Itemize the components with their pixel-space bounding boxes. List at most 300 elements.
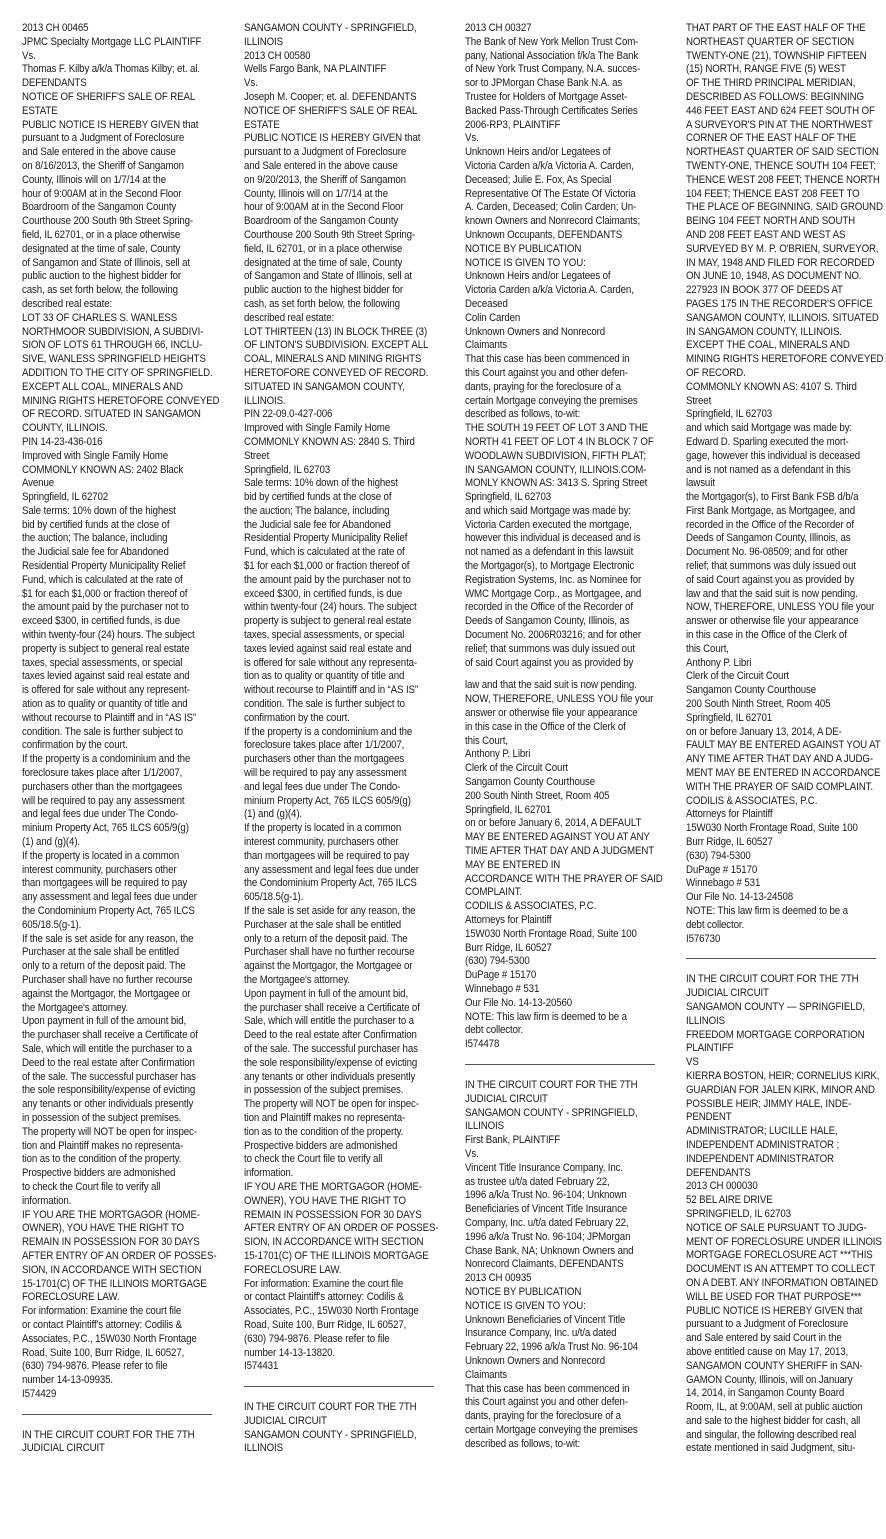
- notice-line: on 8/16/2013, the Sheriff of Sangamon: [22, 159, 184, 172]
- notice-line: the amount paid by the purchaser not to: [244, 573, 411, 586]
- notice-line: any assessment and legal fees due under: [22, 891, 197, 904]
- notice-line: Street: [244, 449, 270, 462]
- notice-line: tion as to the condition of the property.: [244, 1125, 404, 1138]
- notice-line: JUDICIAL CIRCUIT: [686, 987, 769, 1000]
- notice-line: known Owners and Nonrecord Claimants;: [465, 215, 641, 228]
- notice-line: I574431: [244, 1360, 279, 1373]
- notice-line: the amount paid by the purchaser not to: [22, 601, 189, 614]
- notice-line: Sale, which will entitle the purchaser to a: [244, 1015, 414, 1028]
- notice-line: and Sale entered in the above cause: [244, 159, 398, 172]
- notice-text-block: [686, 22, 884, 946]
- notice-line: without recourse to Plaintiff and in “AS IS”: [244, 684, 418, 697]
- notice-line: Registration Systems, Inc. as Nominee for: [465, 573, 642, 586]
- notice-line: ILLINOIS: [244, 35, 283, 48]
- notice-line: the Judicial sale fee for Abandoned: [244, 518, 391, 531]
- notice-line: dants, praying for the foreclosure of a: [465, 1410, 621, 1423]
- notice-line: Purchaser shall have no further recourse: [22, 973, 193, 986]
- notice-line: For information: Examine the court file: [22, 1305, 182, 1318]
- notice-line: TIME AFTER THAT DAY AND A JUDGMENT: [465, 845, 655, 858]
- notice-line: pursuant to a Judgment of Foreclosure: [244, 146, 407, 159]
- notice-line: ILLINOIS: [686, 1014, 725, 1027]
- notice-line: THENCE WEST 208 FEET; THENCE NORTH: [686, 173, 880, 186]
- notice-line: public auction to the highest bidder for: [244, 284, 404, 297]
- notice-line: Backed Pass-Through Certificates Series: [465, 104, 638, 117]
- notice-line: Springfield, IL 62703: [244, 463, 331, 476]
- notice-line: MINING RIGHTS HERETOFORE CONVEYED: [22, 394, 220, 407]
- notice-line: the purchaser shall receive a Certificate of: [22, 1029, 198, 1042]
- column-3: [465, 22, 663, 1539]
- notice-line: estate mentioned in said Judgment, situ-: [686, 1442, 856, 1455]
- notice-line: FORECLOSURE LAW.: [22, 1291, 120, 1304]
- notice-line: interest community, purchasers other: [244, 836, 399, 849]
- notice-line: OWNER), YOU HAVE THE RIGHT TO: [244, 1194, 406, 1207]
- notice-line: any assessment and legal fees due under: [244, 863, 419, 876]
- notice-line: A. Carden, Deceased; Colin Carden; Un-: [465, 201, 637, 214]
- notice-line: SION OF LOTS 61 THROUGH 66, INCLU-: [22, 339, 203, 352]
- notice-line: the auction; The balance, including: [244, 504, 390, 517]
- notice-line: NOTE: This law firm is deemed to be a: [465, 1010, 627, 1023]
- notice-line: JUDICIAL CIRCUIT: [22, 1442, 105, 1455]
- notice-line: Clerk of the Circuit Court: [686, 670, 790, 683]
- notice-line: OF THE THIRD PRINCIPAL MERIDIAN,: [686, 77, 856, 90]
- notice-line: 15-1701(C) OF THE ILLINOIS MORTGAGE: [244, 1249, 429, 1262]
- notice-line: SANGAMON COUNTY - SPRINGFIELD,: [465, 1106, 638, 1119]
- notice-line: SURVEYED BY M. P. O'BRIEN, SURVEYOR,: [686, 242, 879, 255]
- notice-line: CODILIS & ASSOCIATES, P.C.: [465, 900, 597, 913]
- notice-text-block: [465, 679, 663, 1052]
- notice-line: PLAINTIFF: [686, 1042, 734, 1055]
- notice-line: County, Illinois will on 1/7/14 at the: [22, 173, 166, 186]
- notice-line: The property will NOT be open for inspec-: [22, 1125, 197, 1138]
- notice-line: (630) 794-5300: [686, 849, 751, 862]
- notice-line: however this individual is deceased and is: [465, 532, 641, 545]
- notice-line: OF LINTON'S SUBDIVISION. EXCEPT ALL: [244, 339, 429, 352]
- notice-line: purchasers other than the mortgagees: [244, 753, 405, 766]
- notice-line: to check the Court file to verify all: [244, 1153, 383, 1166]
- notice-line: If the sale is set aside for any reason, the: [244, 905, 416, 917]
- notice-line: NOW, THEREFORE, UNLESS YOU file your: [465, 693, 654, 706]
- notice-line: information.: [244, 1167, 294, 1180]
- notice-line: JUDICIAL CIRCUIT: [244, 1414, 327, 1427]
- notice-line: tion as to the condition of the property.: [22, 1153, 182, 1166]
- notice-line: Vincent Title Insurance Company, Inc.: [465, 1161, 623, 1174]
- notice-line: Clerk of the Circuit Court: [465, 762, 569, 775]
- notice-line: Deeds of Sangamon County, Illinois, as: [686, 532, 851, 545]
- notice-line: the Condominium Property Act, 765 ILCS: [244, 877, 417, 890]
- notice-line: Deceased: [465, 297, 508, 310]
- notice-line: Prospective bidders are admonished: [244, 1139, 398, 1152]
- notice-line: NOTICE IS GIVEN TO YOU:: [465, 1299, 586, 1312]
- notice-line: this Court,: [686, 642, 729, 655]
- notice-line: NORTHMOOR SUBDIVISION, A SUBDIVI-: [22, 325, 204, 338]
- notice-line: NORTHEAST QUARTER OF SECTION: [686, 35, 855, 48]
- notice-line: ON A DEBT. ANY INFORMATION OBTAINED: [686, 1276, 878, 1289]
- notice-line: First Bank, PLAINTIFF: [465, 1134, 561, 1147]
- notice-line: any tenants or other individuals presently: [244, 1070, 416, 1083]
- notice-line: of the sale. The successful purchaser has: [22, 1070, 196, 1083]
- notice-line: within twenty-four (24) hours. The subject: [244, 601, 417, 614]
- notice-line: purchasers other than the mortgagees: [22, 780, 183, 793]
- notice-line: MAY BE ENTERED IN: [465, 858, 561, 871]
- notice-line: field, IL 62701, or in a place otherwise: [22, 228, 181, 241]
- notice-line: the sole responsibility/expense of evicting: [244, 1056, 418, 1069]
- notice-line: NOTE: This law firm is deemed to be a: [686, 905, 848, 917]
- notice-line: minium Property Act, 765 ILCS 605/9(g): [22, 822, 189, 835]
- notice-line: THE PLACE OF BEGINNING. SAID GROUND: [686, 201, 883, 214]
- notice-line: law and that the said suit is now pending.: [465, 679, 637, 692]
- notice-line: Associates, P.C., 15W030 North Frontage: [244, 1305, 419, 1318]
- notice-line: Boardroom of the Sangamon County: [22, 201, 177, 214]
- notice-line: Victoria Carden a/k/a Victoria A. Carden,: [465, 159, 634, 172]
- notice-line: The property will NOT be open for inspec-: [244, 1098, 419, 1111]
- notice-line: Chase Bank, NA; Unknown Owners and: [465, 1244, 634, 1257]
- notice-line: pursuant to a Judgment of Foreclosure: [22, 132, 185, 145]
- notice-line: described as follows, to-wit:: [465, 408, 581, 421]
- notice-divider-rule: [244, 1386, 434, 1387]
- notice-line: hour of 9:00AM at in the Second Floor: [244, 201, 404, 214]
- notice-line: only to a return of the deposit paid. The: [22, 960, 186, 973]
- notice-line: IN SANGAMON COUNTY, ILLINOIS.COM-: [465, 463, 647, 476]
- notice-line: dants, praying for the foreclosure of a: [465, 380, 621, 393]
- notice-line: Burr Ridge, IL 60527: [465, 941, 552, 954]
- notice-line: is offered for sale without any represent-: [22, 684, 190, 697]
- notice-line: Deed to the real estate after Confirmation: [22, 1056, 195, 1069]
- notice-line: NORTH 41 FEET OF LOT 4 IN BLOCK 7 OF: [465, 435, 654, 448]
- notice-line: Deceased; Julie E. Fox, As Special: [465, 173, 612, 186]
- notice-divider-rule: [465, 1064, 655, 1065]
- notice-line: described as follows, to-wit:: [465, 1437, 581, 1450]
- notice-line: FAULT MAY BE ENTERED AGAINST YOU AT: [686, 739, 881, 752]
- notice-line: If the property is a condominium and the: [22, 753, 191, 766]
- notice-line: NOTICE OF SHERIFF'S SALE OF REAL: [244, 104, 418, 117]
- notice-line: Improved with Single Family Home: [22, 449, 168, 462]
- notice-line: PIN 14-23-436-016: [22, 435, 103, 448]
- notice-line: MENT MAY BE ENTERED IN ACCORDANCE: [686, 767, 881, 780]
- notice-line: foreclosure takes place after 1/1/2007,: [244, 739, 405, 752]
- notice-line: debt collector.: [686, 918, 745, 931]
- notice-line: and Sale entered in the above cause: [22, 146, 176, 159]
- notice-line: LOT 33 OF CHARLES S. WANLESS: [22, 311, 178, 324]
- notice-line: Residential Property Municipality Relief: [244, 532, 408, 545]
- notice-line: Anthony P. Libri: [465, 748, 531, 761]
- notice-line: THE SOUTH 19 FEET OF LOT 3 AND THE: [465, 422, 648, 435]
- notice-line: the Mortgagor(s), to First Bank FSB d/b/a: [686, 491, 859, 504]
- notice-line: Sangamon County Courthouse: [465, 776, 596, 789]
- notice-line: GAMON County, Illinois, will on January: [686, 1373, 853, 1386]
- notice-line: SPRINGFIELD, IL 62703: [686, 1207, 791, 1220]
- notice-line: in this case in the Office of the Clerk of: [465, 720, 626, 733]
- notice-text-block: [22, 1429, 216, 1457]
- notice-line: taxes, special assessments, or special: [244, 629, 405, 642]
- notice-line: NOW, THEREFORE, UNLESS YOU file your: [686, 601, 875, 614]
- notice-line: recorded in the Office of the Recorder of: [686, 518, 854, 531]
- notice-line: DEFENDANTS: [686, 1166, 751, 1179]
- notice-line: Purchaser at the sale shall be entitled: [244, 918, 401, 931]
- notice-line: AFTER ENTRY OF AN ORDER OF POSSES-: [22, 1249, 217, 1262]
- notice-line: number 14-13-09935.: [22, 1374, 113, 1387]
- notice-line: ON JUNE 10, 1948, AS DOCUMENT NO.: [686, 270, 862, 283]
- notice-line: relief; that summons was duly issued out: [465, 642, 635, 655]
- notice-line: Colin Carden: [465, 311, 521, 324]
- notice-line: 2013 CH 000030: [686, 1180, 758, 1193]
- notice-line: designated at the time of sale, County: [244, 256, 403, 269]
- notice-line: COMMONLY KNOWN AS: 2840 S. Third: [244, 435, 415, 448]
- notice-line: REMAIN IN POSSESSION FOR 30 DAYS: [244, 1208, 422, 1221]
- notice-line: (630) 794-9876. Please refer to file: [244, 1332, 390, 1345]
- notice-line: Trustee for Holders of Mortgage Asset-: [465, 90, 628, 103]
- notice-line: pursuant to a Judgment of Foreclosure: [686, 1318, 849, 1331]
- notice-line: hour of 9:00AM at in the Second Floor: [22, 187, 182, 200]
- notice-line: cash, as set forth below, the following: [22, 284, 178, 297]
- notice-line: described real estate:: [244, 311, 335, 324]
- notice-line: 15W030 North Frontage Road, Suite 100: [686, 822, 858, 835]
- notice-line: I576730: [686, 932, 721, 945]
- notice-line: First Bank Mortgage, as Mortgagee, and: [686, 504, 855, 517]
- notice-line: against the Mortgagor, the Mortgagee or: [244, 960, 413, 973]
- notice-line: PIN 22-09.0-427-006: [244, 408, 333, 421]
- notice-line: Sale terms: 10% down of the highest: [22, 504, 176, 517]
- notice-line: Avenue: [22, 477, 55, 490]
- notice-line: NOTICE OF SALE PURSUANT TO JUDG-: [686, 1221, 867, 1234]
- notice-line: Winnebago # 531: [465, 982, 540, 995]
- notice-line: GUARDIAN FOR JALEN KIRK, MINOR AND: [686, 1083, 875, 1096]
- notice-line: TWENTY-ONE (21), TOWNSHIP FIFTEEN: [686, 49, 867, 62]
- notice-line: POSSIBLE HEIR; JIMMY HALE, INDE-: [686, 1097, 852, 1110]
- notice-line: IN SANGAMON COUNTY, ILLINOIS.: [686, 325, 842, 338]
- notice-line: $1 for each $1,000 or fraction thereof of: [244, 560, 410, 573]
- notice-line: in possession of the subject premises.: [22, 1111, 182, 1124]
- notice-line: If the sale is set aside for any reason, the: [22, 932, 194, 945]
- notice-line: JPMC Specialty Mortgage LLC PLAINTIFF: [22, 35, 202, 48]
- notice-line: any tenants or other individuals presently: [22, 1098, 194, 1111]
- notice-line: Boardroom of the Sangamon County: [244, 215, 399, 228]
- notice-line: SANGAMON COUNTY - SPRINGFIELD,: [244, 1428, 417, 1441]
- notice-text-block: [244, 1401, 438, 1456]
- notice-line: PUBLIC NOTICE IS HEREBY GIVEN that: [22, 118, 199, 131]
- notice-line: 2013 CH 00935: [465, 1272, 532, 1285]
- notice-line: Winnebago # 531: [686, 877, 761, 890]
- notice-line: DuPage # 15170: [465, 969, 537, 982]
- notice-line: Courthouse 200 South 9th Street Spring-: [244, 228, 416, 241]
- notice-line: of Sangamon and State of Illinois, sell at: [22, 256, 190, 269]
- notice-line: (630) 794-5300: [465, 955, 530, 968]
- notice-line: Unknown Heirs and/or Legatees of: [465, 270, 611, 283]
- notice-line: HERETOFORE CONVEYED OF RECORD.: [244, 366, 429, 379]
- notice-line: designated at the time of sale, County: [22, 242, 181, 255]
- notice-line: CORNER OF THE EAST HALF OF THE: [686, 132, 856, 145]
- notice-line: on 9/20/2013, the Sheriff of Sangamon: [244, 173, 406, 186]
- notice-line: tion and Plaintiff makes no representa-: [22, 1139, 184, 1152]
- notice-line: Nonrecord Claimants, DEFENDANTS: [465, 1258, 624, 1271]
- notice-line: of said Court against you as provided by: [465, 656, 634, 669]
- notice-line: Courthouse 200 South 9th Street Spring-: [22, 215, 194, 228]
- notice-line: and which said Mortgage was made by:: [686, 422, 853, 435]
- notice-line: Road, Suite 100, Burr Ridge, IL 60527,: [244, 1318, 407, 1331]
- notice-line: OF RECORD.: [686, 366, 746, 379]
- notice-line: 227923 IN BOOK 377 OF DEEDS AT: [686, 284, 843, 297]
- notice-line: PUBLIC NOTICE IS HEREBY GIVEN that: [244, 132, 421, 145]
- notice-line: REMAIN IN POSSESSION FOR 30 DAYS: [22, 1236, 200, 1249]
- notice-line: COMMONLY KNOWN AS: 4107 S. Third: [686, 380, 857, 393]
- notice-line: Unknown Beneficiaries of Vincent Title: [465, 1313, 626, 1326]
- notice-line: SANGAMON COUNTY SHERIFF in SAN-: [686, 1359, 863, 1372]
- notice-line: Victoria Carden a/k/a Victoria A. Carden,: [465, 284, 634, 297]
- notice-line: number 14-13-13820.: [244, 1346, 335, 1359]
- notice-line: field, IL 62701, or in a place otherwise: [244, 242, 403, 255]
- notice-line: (15) NORTH, RANGE FIVE (5) WEST: [686, 63, 846, 76]
- notice-line: the auction; The balance, including: [22, 532, 168, 545]
- notice-line: JUDICIAL CIRCUIT: [465, 1092, 548, 1105]
- notice-text-block: [22, 22, 220, 1402]
- notice-line: Beneficiaries of Vincent Title Insurance: [465, 1203, 628, 1216]
- notice-line: of New York Trust Company, N.A. succes-: [465, 63, 641, 76]
- notice-line: cash, as set forth below, the following: [244, 297, 400, 310]
- notice-line: Sangamon County Courthouse: [686, 684, 817, 697]
- notice-divider-rule: [686, 958, 876, 959]
- notice-line: Our File No. 14-13-20560: [465, 996, 573, 1009]
- notice-line: A SURVEYOR'S PIN AT THE NORTHWEST: [686, 118, 873, 131]
- notice-line: tion and Plaintiff makes no representa-: [244, 1111, 406, 1124]
- notice-line: and legal fees due under The Condo-: [244, 780, 401, 793]
- notice-line: ACCORDANCE WITH THE PRAYER OF SAID: [465, 872, 663, 885]
- notice-line: property is subject to general real estate: [22, 642, 190, 655]
- notice-line: VS: [686, 1056, 699, 1069]
- notice-line: IF YOU ARE THE MORTGAGOR (HOME-: [244, 1180, 422, 1193]
- notice-line: certain Mortgage conveying the premises: [465, 1423, 638, 1436]
- notice-line: Sale terms: 10% down of the highest: [244, 477, 398, 490]
- notice-line: Claimants: [465, 339, 508, 352]
- notice-line: I574429: [22, 1387, 57, 1400]
- notice-line: SITUATED IN SANGAMON COUNTY,: [244, 380, 405, 393]
- notice-line: Purchaser at the sale shall be entitled: [22, 946, 179, 959]
- notice-line: County, Illinois will on 1/7/14 at the: [244, 187, 388, 200]
- notice-line: than mortgagees will be required to pay: [22, 877, 188, 890]
- notice-line: FORECLOSURE LAW.: [244, 1263, 342, 1276]
- notice-line: NOTICE BY PUBLICATION: [465, 1285, 582, 1298]
- notice-line: certain Mortgage conveying the premises: [465, 394, 638, 407]
- notice-line: COMMONLY KNOWN AS: 2402 Black: [22, 463, 184, 476]
- notice-line: against the Mortgagor, the Mortgagee or: [22, 987, 191, 1000]
- notice-line: Joseph M. Cooper; et. al. DEFENDANTS: [244, 90, 417, 103]
- notice-line: the Mortgagor(s), to Mortgage Electronic: [465, 560, 635, 573]
- notice-line: Unknown Heirs and/or Legatees of: [465, 146, 611, 159]
- notice-line: NOTICE BY PUBLICATION: [465, 242, 582, 255]
- notice-line: condition. The sale is further subject to: [22, 725, 183, 738]
- notice-line: Street: [686, 394, 712, 407]
- notice-line: pany, National Association f/k/a The Bank: [465, 49, 639, 62]
- notice-line: Prospective bidders are admonished: [22, 1167, 176, 1180]
- notice-line: Fund, which is calculated at the rate of: [22, 573, 183, 586]
- notice-line: law and that the said suit is now pending.: [686, 587, 858, 600]
- notice-line: bid by certified funds at the close of: [244, 491, 392, 504]
- notice-line: WILL BE USED FOR THAT PURPOSE***: [686, 1290, 862, 1303]
- column-gap: [465, 670, 659, 679]
- notice-line: That this case has been commenced in: [465, 353, 630, 366]
- notice-line: 200 South Ninth Street, Room 405: [686, 698, 831, 711]
- notice-line: sor to JPMorgan Chase Bank N.A. as: [465, 77, 623, 90]
- notice-line: SION, IN ACCORDANCE WITH SECTION: [22, 1263, 202, 1276]
- notice-line: interest community, purchasers other: [22, 863, 177, 876]
- notice-line: the sole responsibility/expense of evicting: [22, 1084, 196, 1097]
- notice-line: EXCEPT THE COAL, MINERALS AND: [686, 339, 850, 352]
- notice-line: 14, 2014, in Sangamon County Board: [686, 1387, 845, 1400]
- notice-line: confirmation by the court.: [244, 711, 350, 724]
- notice-line: Representative Of The Estate Of Victoria: [465, 187, 636, 200]
- notice-line: Document No. 96-08509; and for other: [686, 546, 848, 559]
- notice-line: DuPage # 15170: [686, 863, 758, 876]
- notice-line: SANGAMON COUNTY — SPRINGFIELD,: [686, 1000, 865, 1013]
- notice-line: Room, IL, at 9:00AM, sell at public auction: [686, 1401, 863, 1414]
- notice-line: SION, IN ACCORDANCE WITH SECTION: [244, 1236, 424, 1249]
- notice-line: 104 FEET; THENCE EAST 208 FEET TO: [686, 187, 860, 200]
- notice-line: of the sale. The successful purchaser has: [244, 1042, 418, 1055]
- notice-line: Upon payment in full of the amount bid,: [22, 1015, 187, 1028]
- notice-line: information.: [22, 1194, 72, 1207]
- notice-line: MONLY KNOWN AS: 3413 S. Spring Street: [465, 477, 648, 490]
- notice-line: answer or otherwise file your appearance: [465, 707, 638, 720]
- notice-line: AND 208 FEET EAST AND WEST AS: [686, 228, 846, 241]
- notice-line: Anthony P. Libri: [686, 656, 752, 669]
- notice-line: Our File No. 14-13-24508: [686, 891, 794, 904]
- notice-line: Unknown Occupants, DEFENDANTS: [465, 228, 623, 241]
- notice-line: TWENTY-ONE, THENCE SOUTH 104 FEET;: [686, 159, 876, 172]
- notice-line: DESCRIBED AS FOLLOWS: BEGINNING: [686, 90, 864, 103]
- notice-line: this Court,: [465, 734, 508, 747]
- notice-line: 200 South Ninth Street, Room 405: [465, 789, 610, 802]
- notice-line: PENDENT: [686, 1111, 732, 1124]
- notice-line: IF YOU ARE THE MORTGAGOR (HOME-: [22, 1208, 200, 1221]
- notice-line: MENT OF FORECLOSURE UNDER ILLINOIS: [686, 1235, 882, 1248]
- notice-line: Vs.: [244, 77, 258, 90]
- notice-line: WMC Mortgage Corp., as Mortgagee, and: [465, 587, 642, 600]
- notice-line: and singular, the following described real: [686, 1428, 857, 1441]
- notice-line: within twenty-four (24) hours. The subject: [22, 629, 195, 642]
- notice-line: above entitled cause on May 17, 2013,: [686, 1345, 849, 1358]
- notice-line: If the property is a condominium and the: [244, 725, 413, 738]
- notice-line: and legal fees due under The Condo-: [22, 808, 179, 821]
- notice-line: Attorneys for Plaintiff: [465, 914, 552, 926]
- notice-line: 446 FEET EAST AND 624 FEET SOUTH OF: [686, 104, 875, 117]
- notice-line: Associates, P.C., 15W030 North Frontage: [22, 1332, 197, 1345]
- notice-line: Company, Inc. u/t/a dated February 22,: [465, 1216, 629, 1229]
- notice-line: Insurance Company, Inc. u/t/a dated: [465, 1327, 617, 1340]
- notice-line: MORTGAGE FORECLOSURE ACT ***THIS: [686, 1249, 873, 1262]
- notice-line: ESTATE: [22, 104, 58, 117]
- notice-line: taxes, special assessments, or special: [22, 656, 183, 669]
- notice-line: Purchaser shall have no further recourse: [244, 946, 415, 959]
- notice-line: on or before January 13, 2014, A DE-: [686, 725, 842, 738]
- notice-line: property is subject to general real estate: [244, 615, 412, 628]
- notice-line: described real estate:: [22, 297, 113, 310]
- notice-line: Upon payment in full of the amount bid,: [244, 987, 409, 1000]
- notice-line: ANY TIME AFTER THAT DAY AND A JUDG-: [686, 753, 873, 766]
- notice-line: EXCEPT ALL COAL, MINERALS AND: [22, 380, 183, 393]
- notice-line: ation as to quality or quantity of title and: [22, 698, 188, 711]
- notice-line: INDEPENDENT ADMINISTRATOR ;: [686, 1138, 840, 1151]
- notice-line: tion as to quality or quantity of title and: [244, 670, 405, 683]
- notice-line: than mortgagees will be required to pay: [244, 849, 410, 862]
- notice-line: February 22, 1996 a/k/a Trust No. 96-104: [465, 1341, 639, 1354]
- column-1: [22, 22, 220, 1539]
- notice-line: I574478: [465, 1038, 500, 1051]
- notice-line: IN THE CIRCUIT COURT FOR THE 7TH: [465, 1078, 638, 1091]
- notice-line: lawsuit: [686, 477, 715, 490]
- notice-line: Sale, which will entitle the purchaser to a: [22, 1042, 192, 1055]
- notice-line: condition. The sale is further subject to: [244, 698, 405, 711]
- notice-line: Edward D. Sparling executed the mort-: [686, 435, 849, 448]
- notice-line: foreclosure takes place after 1/1/2007,: [22, 767, 183, 780]
- notice-line: ADDITION TO THE CITY OF SPRINGFIELD.: [22, 366, 213, 379]
